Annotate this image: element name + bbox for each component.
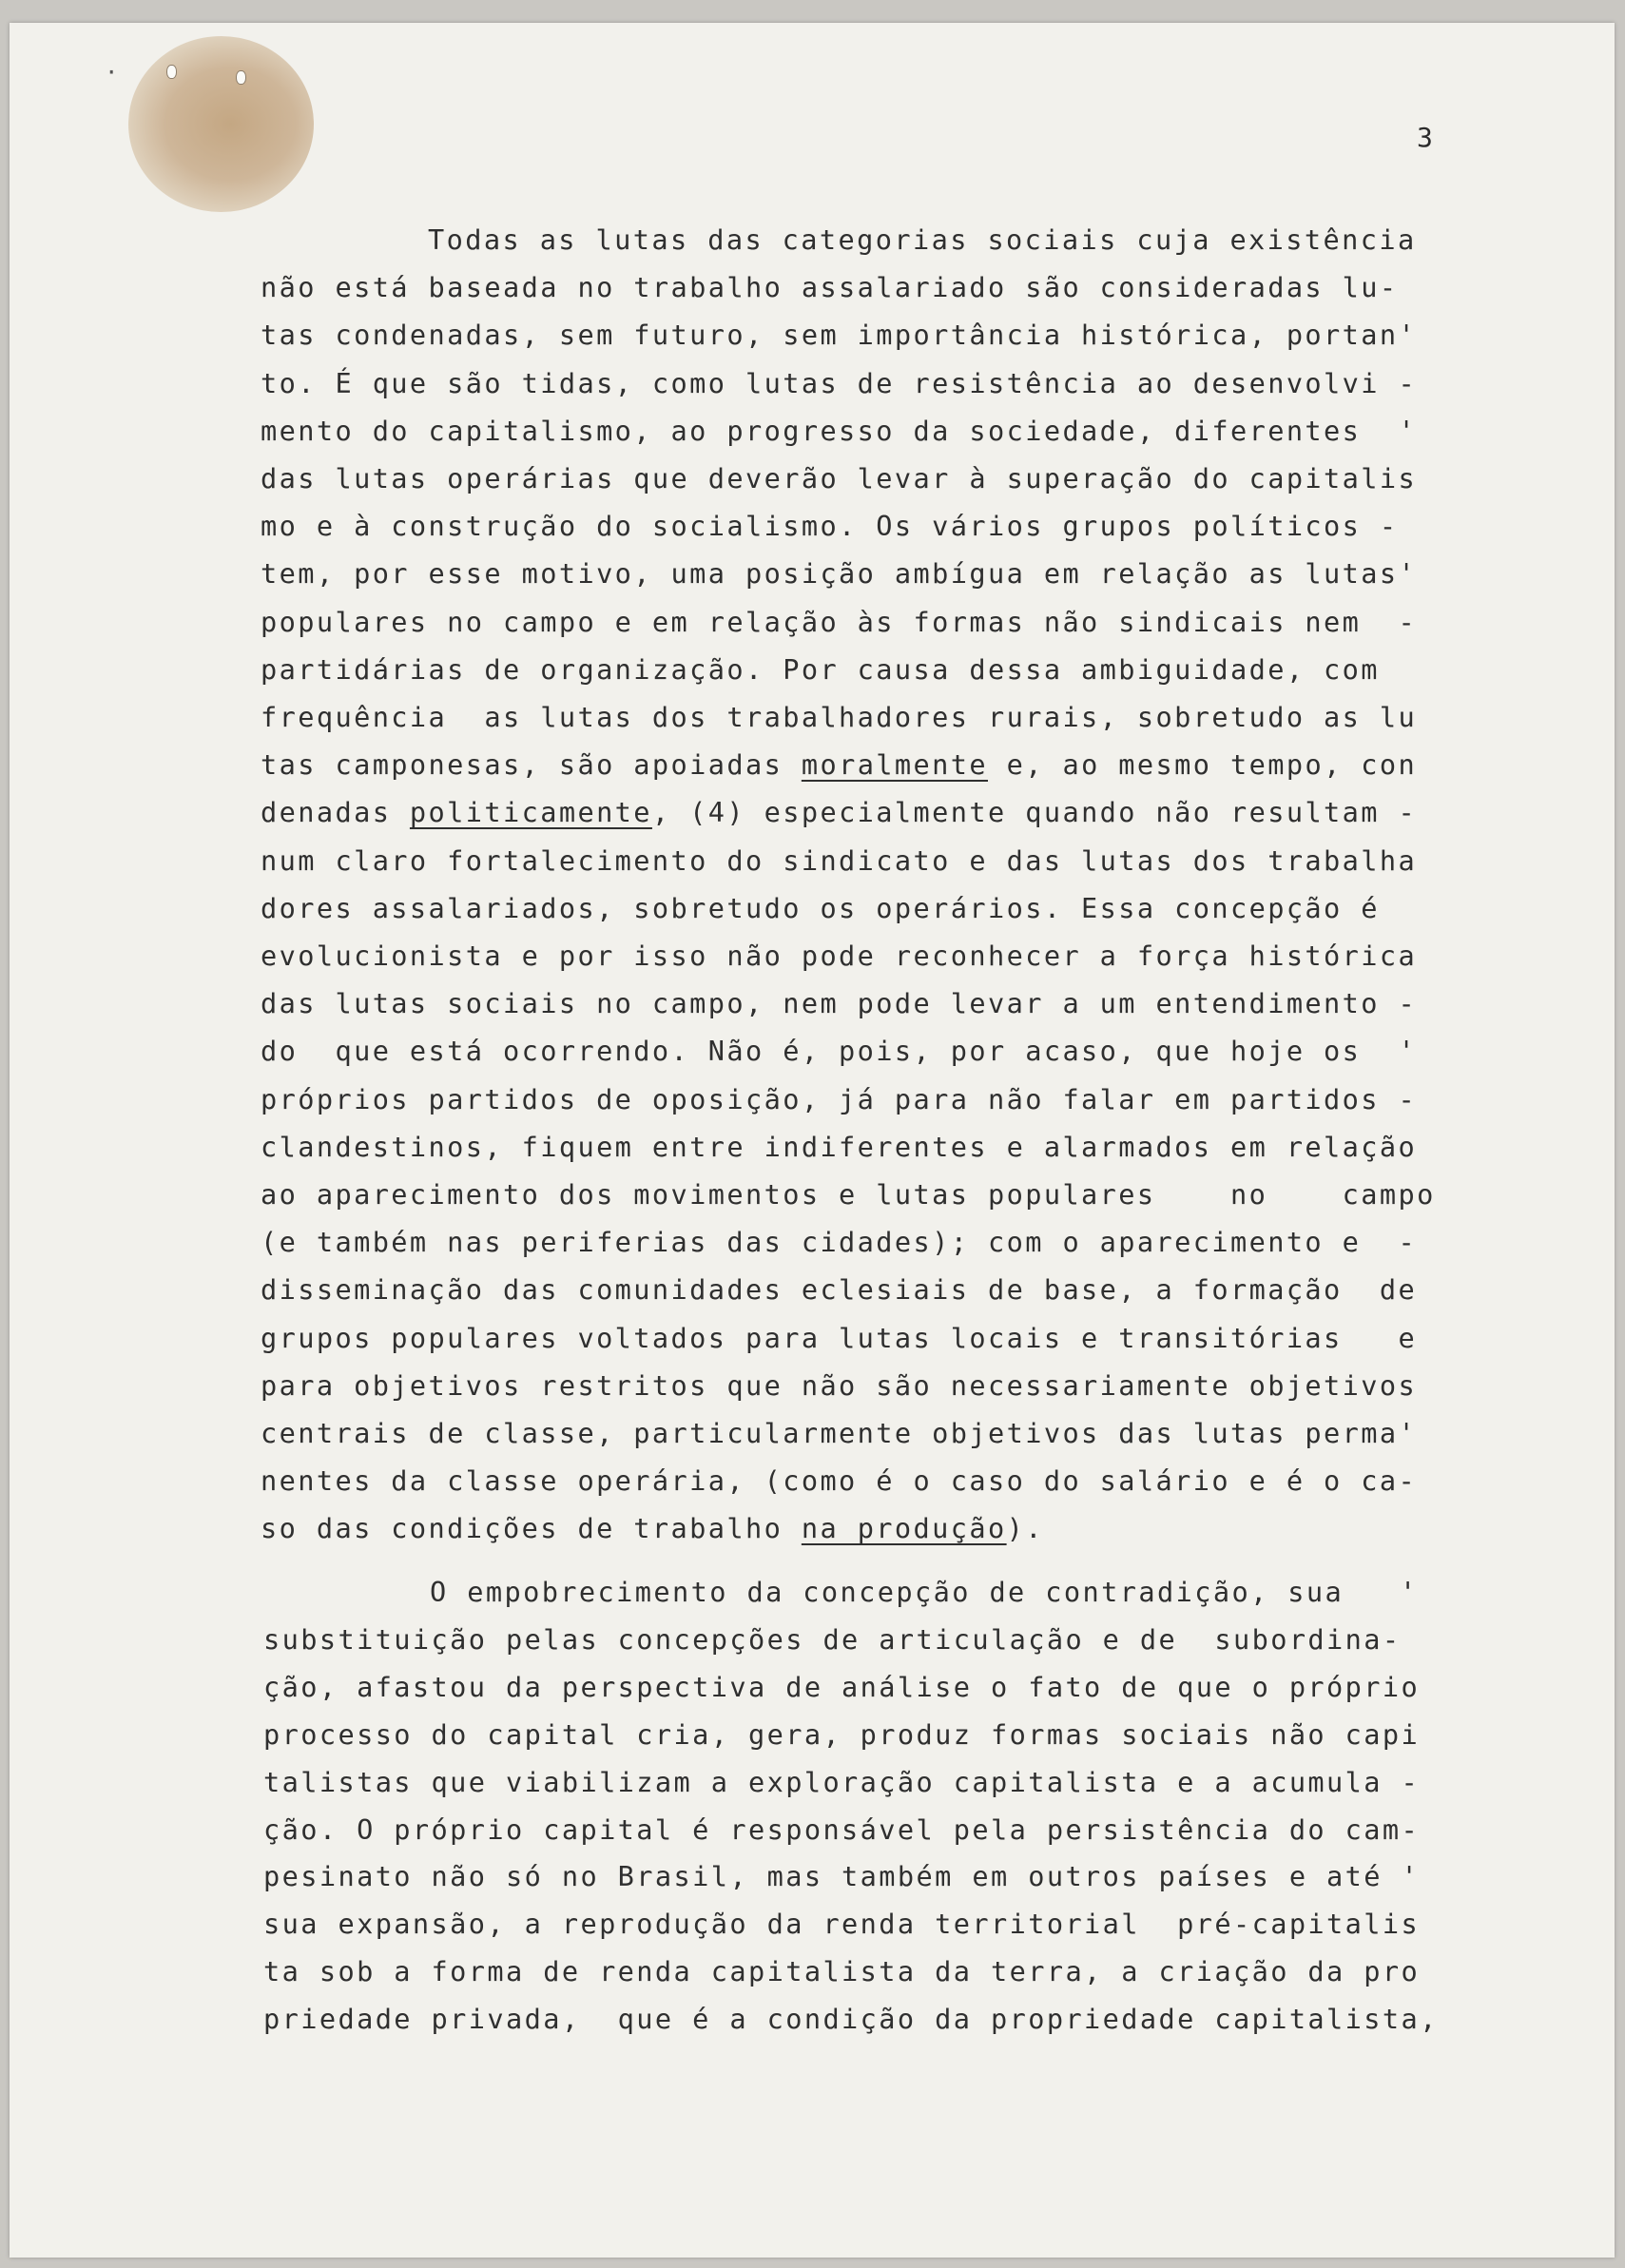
text-run: substituição pelas concepções de articulação e de subordina- — [263, 1622, 1402, 1656]
text-line — [261, 1273, 1418, 1307]
staple-hole — [166, 65, 177, 79]
text-line — [263, 1717, 1421, 1751]
text-run: (e também nas periferias das cidades); com o aparecimento e - — [261, 1226, 1418, 1259]
text-line — [261, 748, 1418, 782]
text-run: denadas — [261, 796, 410, 829]
text-line — [261, 510, 1399, 543]
text-line — [261, 1035, 1418, 1068]
text-run: ção. O próprio capital é responsável pela persistência do cam- — [263, 1812, 1421, 1846]
text-line — [261, 1178, 1436, 1211]
text-line — [263, 2003, 1439, 2036]
text-line — [261, 891, 1380, 924]
text-run: ta sob a forma de renda capitalista da terra, a criação da pro — [263, 1955, 1421, 1988]
text-run: das lutas sociais no campo, nem pode levar a um entendimento - — [261, 987, 1418, 1020]
text-line — [263, 1955, 1421, 1988]
text-run: nentes da classe operária, (como é o caso do salário e é o ca- — [261, 1464, 1418, 1498]
text-run: dores assalariados, sobretudo os operários. Essa concepção é — [261, 891, 1380, 924]
text-run: das lutas operárias que deverão levar à superação do capitalis — [261, 462, 1418, 494]
text-line — [261, 1464, 1418, 1498]
text-line — [261, 366, 1418, 399]
text-run: ao aparecimento dos movimentos e lutas populares no campo — [261, 1178, 1436, 1211]
text-run: num claro fortalecimento do sindicato e das lutas dos trabalha — [261, 843, 1418, 877]
text-run: tas condenadas, sem futuro, sem importância histórica, portan' — [261, 319, 1418, 352]
text-line — [261, 843, 1418, 877]
text-run: talistas que viabilizam a exploração capitalista e a acumula - — [263, 1765, 1421, 1798]
text-run: frequência as lutas dos trabalhadores rurais, sobretudo as lu — [261, 701, 1418, 733]
text-run: to. É que são tidas, como lutas de resistência ao desenvolvi - — [261, 366, 1418, 399]
text-line — [261, 701, 1418, 733]
text-line — [261, 319, 1418, 352]
text-run: clandestinos, fiquem entre indiferentes e alarmados em relação — [261, 1130, 1418, 1163]
text-line — [261, 557, 1418, 591]
text-line — [261, 652, 1380, 686]
text-run: mento do capitalismo, ao progresso da sociedade, diferentes ' — [261, 414, 1418, 447]
text-line — [263, 1670, 1421, 1703]
text-line — [261, 1321, 1418, 1354]
text-line — [263, 1812, 1421, 1846]
underlined-text: politicamente — [409, 796, 652, 829]
underlined-text: na produção — [801, 1512, 1007, 1545]
text-line — [263, 1908, 1421, 1941]
text-run: do que está ocorrendo. Não é, pois, por acaso, que hoje os ' — [261, 1035, 1418, 1068]
text-run: pesinato não só no Brasil, mas também em outros países e até ' — [263, 1860, 1421, 1893]
text-line — [261, 796, 1418, 829]
text-run: para objetivos restritos que não são necessariamente objetivos — [261, 1368, 1418, 1402]
water-stain — [128, 36, 314, 212]
staple-hole — [236, 70, 246, 85]
text-line — [261, 1417, 1418, 1449]
text-line — [261, 414, 1418, 447]
text-run: Todas as lutas das categorias sociais cuja existência — [428, 223, 1417, 256]
text-run: e, ao mesmo tempo, con — [988, 748, 1418, 782]
text-run: tem, por esse motivo, uma posição ambígua em relação as lutas' — [261, 557, 1418, 591]
underlined-text: moralmente — [801, 748, 988, 782]
text-run: priedade privada, que é a condição da propriedade capitalista, — [263, 2003, 1439, 2036]
text-line — [261, 987, 1418, 1020]
text-run: grupos populares voltados para lutas locais e transitórias e — [261, 1321, 1418, 1354]
text-line — [430, 1576, 1419, 1608]
text-line — [261, 942, 1417, 970]
text-run: partidárias de organização. Por causa dessa ambiguidade, com — [261, 652, 1380, 686]
text-run: tas camponesas, são apoiadas — [261, 748, 802, 782]
text-run: próprios partidos de oposição, já para não falar em partidos - — [261, 1082, 1418, 1115]
text-line — [428, 223, 1417, 256]
text-run: ). — [1006, 1512, 1044, 1545]
text-run: sua expansão, a reprodução da renda territorial pré-capitalis — [263, 1908, 1421, 1941]
text-line — [261, 1368, 1418, 1402]
page-number: 3 — [1417, 122, 1433, 153]
text-line — [261, 1226, 1418, 1259]
text-line — [261, 605, 1418, 638]
text-run: O empobrecimento da concepção de contradição, sua ' — [430, 1576, 1419, 1608]
text-line — [261, 1130, 1418, 1163]
text-run: centrais de classe, particularmente objetivos das lutas perma' — [261, 1417, 1418, 1449]
text-run: processo do capital cria, gera, produz formas sociais não capi — [263, 1717, 1421, 1751]
text-line — [263, 1622, 1402, 1656]
text-run: so das condições de trabalho — [261, 1512, 802, 1545]
text-run: populares no campo e em relação às formas não sindicais nem - — [261, 605, 1418, 638]
text-run: ção, afastou da perspectiva de análise o fato de que o próprio — [263, 1670, 1421, 1703]
text-run: , (4) especialmente quando não resultam - — [651, 796, 1418, 829]
text-line — [261, 1082, 1418, 1115]
text-line — [263, 1765, 1421, 1798]
text-line — [261, 271, 1399, 304]
text-run: mo e à construção do socialismo. Os vários grupos políticos - — [261, 510, 1399, 543]
text-line — [263, 1860, 1421, 1893]
text-line — [261, 1512, 1044, 1545]
text-run: disseminação das comunidades eclesiais de base, a formação de — [261, 1273, 1418, 1307]
text-run: não está baseada no trabalho assalariado são consideradas lu- — [261, 271, 1399, 304]
text-line — [261, 462, 1418, 494]
text-run: evolucionista e por isso não pode reconhecer a força histórica — [261, 940, 1418, 972]
ink-dot: · — [105, 59, 119, 86]
